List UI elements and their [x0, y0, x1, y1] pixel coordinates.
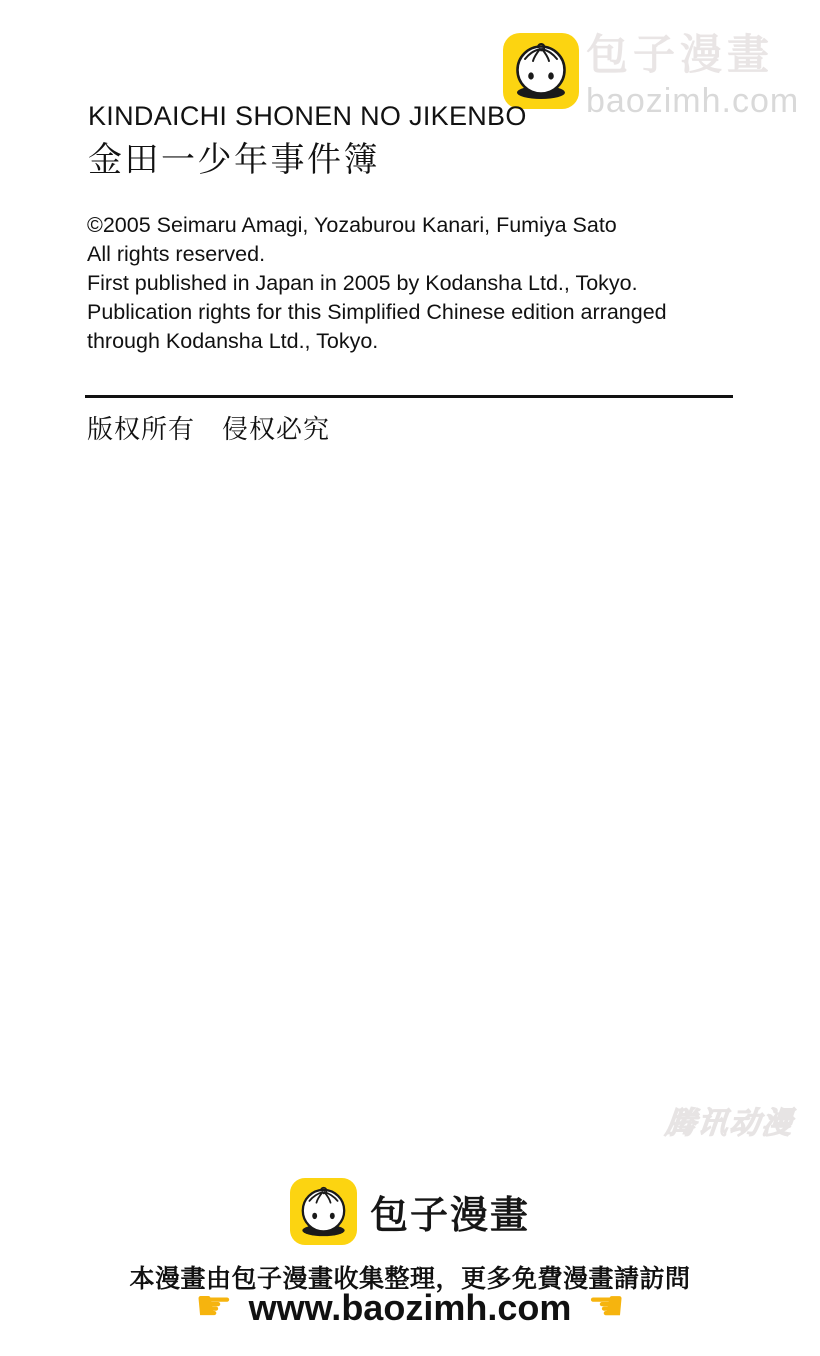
copyright-line: Publication rights for this Simplified Chinese edition arranged [87, 300, 667, 324]
footer-brand-text: 包子漫畫 [369, 1195, 531, 1237]
point-left-hand-icon: ☚ [587, 1280, 625, 1330]
footer-url: www.baozimh.com [248, 1287, 572, 1328]
baozimh-logo-icon [290, 1178, 357, 1245]
header-watermark [586, 31, 800, 120]
footer-brand-row [290, 1178, 530, 1245]
divider-rule [85, 395, 733, 398]
footer-notice: 本漫畫由包子漫畫收集整理，更多免費漫畫請訪問 [129, 1265, 691, 1293]
tencent-watermark: 腾讯动漫 [663, 1107, 796, 1140]
copyright-block [87, 211, 667, 356]
title-romaji: KINDAICHI SHONEN NO JIKENBO [88, 101, 527, 131]
watermark-brand-text: 包子漫畫 [586, 31, 775, 78]
title-block [88, 102, 527, 180]
footer-url-row [0, 1280, 820, 1330]
rights-notice: 版权所有 侵权必究 [87, 414, 331, 444]
watermark-domain-text: baozimh.com [586, 82, 800, 120]
copyright-line: through Kodansha Ltd., Tokyo. [87, 329, 379, 353]
copyright-line: All rights reserved. [87, 242, 266, 266]
point-right-hand-icon: ☛ [194, 1280, 233, 1330]
title-chinese: 金田一少年事件簿 [88, 140, 380, 179]
copyright-line: ©2005 Seimaru Amagi, Yozaburou Kanari, Fumiya Sato [87, 213, 617, 237]
baozimh-logo-icon [503, 33, 579, 109]
copyright-line: First published in Japan in 2005 by Kodansha Ltd., Tokyo. [87, 271, 638, 295]
